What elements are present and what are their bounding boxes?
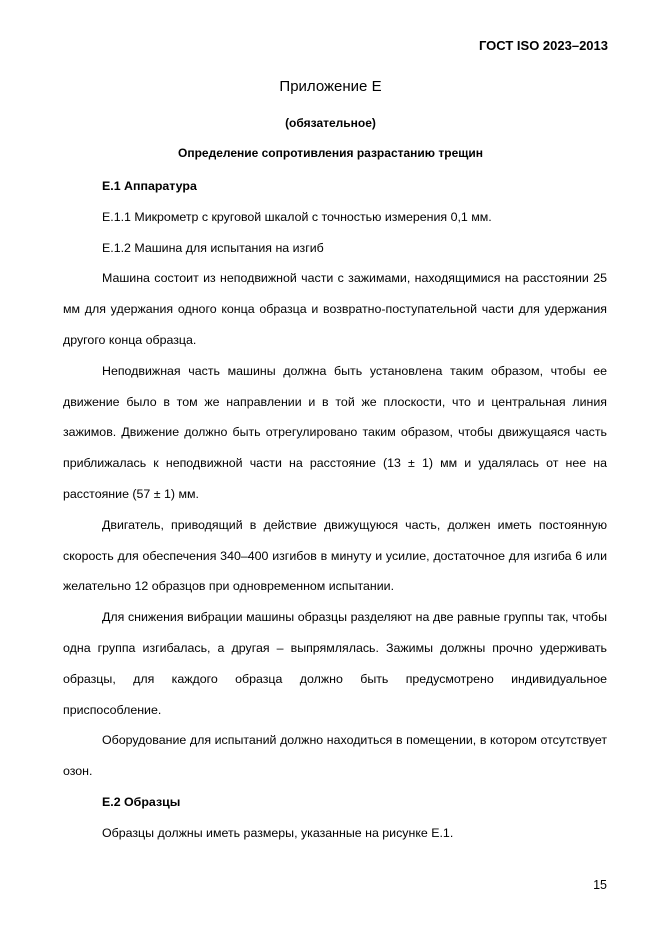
clause-e1-1: Е.1.1 Микрометр с круговой шкалой с точностью измерения 0,1 мм. [102, 209, 492, 224]
paragraph-ozone: Оборудование для испытаний должно находиться в помещении, в котором отсутствует озон. [63, 733, 607, 779]
appendix-type: (обязательное) [285, 116, 376, 130]
standard-code: ГОСТ ISO 2023–2013 [478, 38, 608, 53]
paragraph-vibration: Для снижения вибрации машины образцы разделяют на две равные группы так, чтобы одна группа изгибалась, а другая – выпрямлялась. Зажимы должны прочно удерживать образцы, для каждого образца должно быть предусмотрено индивидуальное приспособление. [63, 610, 607, 717]
paragraph-specimens: Образцы должны иметь размеры, указанные на рисунке Е.1. [102, 825, 454, 840]
appendix-title: Приложение Е [279, 78, 382, 95]
paragraph-motor: Двигатель, приводящий в действие движущуюся часть, должен иметь постоянную скорость для обеспечения 340–400 изгибов в минуту и усилие, достаточное для изгиба 6 или желательно 12 образцов при одновременном испытании. [63, 517, 607, 594]
paragraph-machine-description: Машина состоит из неподвижной части с зажимами, находящимися на расстоянии 25 мм для удержания одного конца образца и возвратно-поступательной части для удержания другого конца образца. [63, 271, 607, 347]
paragraph-fixed-part: Неподвижная часть машины должна быть установлена таким образом, чтобы ее движение было в том же направлении и в той же плоскости, что и центральная линия зажимов. Движение должно быть отрегулировано таким образом, чтобы движущаяся часть приближалась к неподвижной части на расстояние (13 ± 1) мм и удалялась от нее на расстояние (57 ± 1) мм. [63, 363, 607, 501]
body-text [63, 171, 607, 849]
section-heading-e2: Е.2 Образцы [102, 794, 181, 809]
page-number: 15 [593, 878, 607, 892]
clause-e1-2: Е.1.2 Машина для испытания на изгиб [102, 240, 324, 255]
section-heading-e1: Е.1 Аппаратура [102, 179, 197, 193]
appendix-name: Определение сопротивления разрастанию трещин [177, 146, 483, 160]
